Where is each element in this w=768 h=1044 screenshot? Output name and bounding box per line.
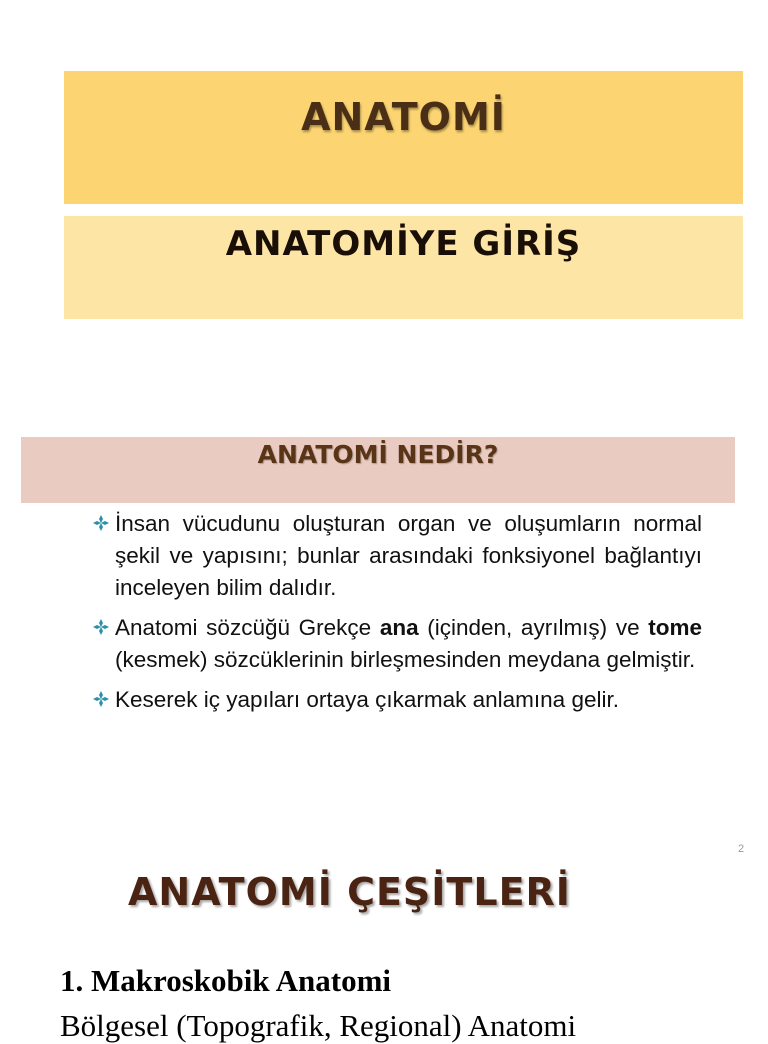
slide1-subtitle: ANATOMİYE GİRİŞ — [225, 224, 582, 264]
bullet-text-part: (kesmek) sözcüklerinin birleşmesinden meydana gelmiştir. — [115, 647, 696, 672]
partial-text-line: Bölgesel (Topografik, Regional) Anatomi — [60, 1008, 577, 1043]
slide1-title: ANATOMİ — [301, 95, 506, 139]
page-number: 2 — [738, 843, 745, 855]
bullet-list — [90, 508, 702, 724]
section-header-box — [21, 437, 735, 503]
bullet-text-part: Anatomi sözcüğü Grekçe — [115, 615, 380, 640]
diamond-bullet-icon — [92, 514, 110, 532]
diamond-bullet-icon — [92, 690, 110, 708]
bullet-text: Keserek iç yapıları ortaya çıkarmak anlamına gelir. — [115, 687, 619, 712]
term-tome: tome — [648, 615, 702, 640]
list-item — [90, 612, 702, 676]
slide1-subtitle-box — [64, 216, 743, 319]
slide1-title-box — [64, 71, 743, 204]
term-ana: ana — [379, 615, 419, 640]
list-item — [90, 684, 702, 716]
subsection-heading: 1. Makroskobik Anatomi — [60, 963, 392, 998]
bullet-text-part: (içinden, ayrılmış) ve — [418, 615, 649, 640]
list-item — [90, 508, 702, 604]
section-header: ANATOMİ NEDİR? — [257, 440, 499, 469]
section2-title: ANATOMİ ÇEŞİTLERİ — [128, 870, 571, 914]
bullet-text: İnsan vücudunu oluşturan organ ve oluşumların normal şekil ve yapısını; bunlar arasındaki fonksiyonel bağlantıyı inceleyen bilim dalıdır. — [115, 511, 702, 600]
diamond-bullet-icon — [92, 618, 110, 636]
